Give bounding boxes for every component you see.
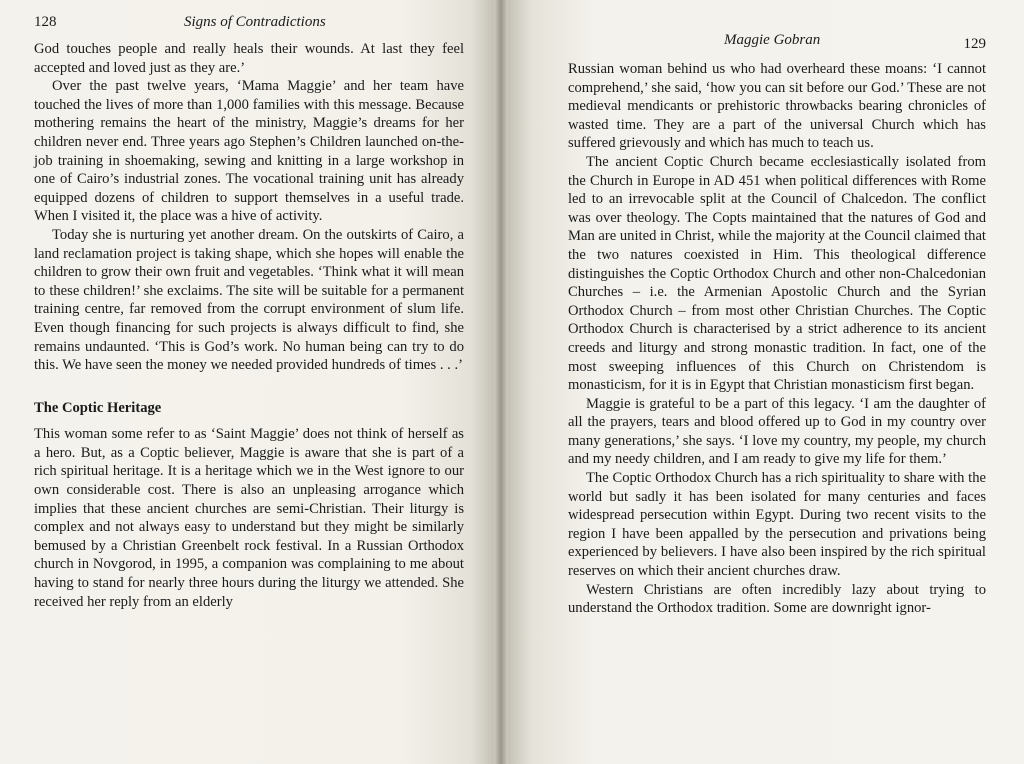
paragraph: Over the past twelve years, ‘Mama Maggie’ and her team have touched the lives of more than 1,000 families with this message. Because mothering remains the heart of the ministry, Maggie’s dreams for her children never end. Three years ago Stephen’s Children launched on-the-job training in shoemaking, sewing and knitting in a large workshop in one of Cairo’s industrial zones. The vocational training unit has already equipped dozens of children to support themselves in a useful trade. When I visited it, the place was a hive of activity.	[34, 78, 464, 225]
paragraph: The ancient Coptic Church became ecclesiastically isolated from the Church in Europe in AD 451 when political differences with Rome led to an irrevocable split at the Council of Chalcedon. The conflict was over theology. The Copts maintained that the natures of God and Man are united in Christ, while the majority at the Council claimed that the two natures coexisted in Him. This theological difference distinguishes the Coptic Orthodox Church and other non-Chalcedonian Churches – i.e. the Armenian Apostolic Church and the Syrian Orthodox Church – from most other Christian Churches. The Coptic Orthodox Church is characterised by a strict adherence to its ancient creeds and liturgy and strong monastic tradition. In fact, one of the most sweeping influences of this Church on Christendom is monasticism, for it is in Egypt that Christian monasticism first began.	[568, 153, 986, 394]
right-page-header	[568, 24, 986, 50]
paragraph: Western Christians are often incredibly lazy about trying to understand the Orthodox tradition. Some are downright ignor-	[568, 581, 986, 617]
page-number: 129	[963, 36, 986, 52]
paragraph: Today she is nurturing yet another dream. On the outskirts of Cairo, a land reclamation project is taking shape, which she hopes will enable the children to grow their own fruit and vegetables. ‘Think what it will mean to these children!’ she exclaims. The site will be suitable for a permanent training centre, far removed from the corrupt environment of slum life. Even though financing for such projects is always difficult to find, she remains undaunted. ‘This is God’s work. No human being can try to do this. We have seen the money we needed provided hundreds of times . . .’	[34, 226, 464, 374]
running-head: Signs of Contradictions	[184, 14, 326, 30]
paragraph: Russian woman behind us who had overheard these moans: ‘I cannot comprehend,’ she said, ‘how you can sit before our God.’ These are not medieval mendicants or prehistoric throwbacks bearing chronicles of wasted time. They are a part of the universal Church which has suffered grievously and which has much to teach us.	[568, 61, 986, 152]
section-heading: The Coptic Heritage	[34, 399, 162, 416]
page-number: 128	[34, 14, 57, 30]
left-page-header	[34, 14, 464, 40]
left-page	[0, 0, 500, 764]
right-page	[500, 0, 1024, 764]
paragraph: The Coptic Orthodox Church has a rich spirituality to share with the world but sadly it has been isolated for many centuries and faces widespread persecution within Egypt. During two recent visits to the region I have been appalled by the persecution and privations being experienced by believers. I have also been inspired by the rich spiritual reserves on which their ancient churches draw.	[568, 470, 986, 580]
right-page-body	[568, 60, 986, 618]
paragraph: This woman some refer to as ‘Saint Maggie’ does not think of herself as a hero. But, as a Coptic believer, Maggie is aware that she is part of a rich spiritual heritage. It is a heritage which we in the West ignore to our own considerable cost. There is also an unpleasing arrogance which implies that these ancient churches are semi-Christian. Their liturgy is complex and not always easy to understand but they might be similarly bemused by a Christian Greenbelt rock festival. In a Russian Orthodox church in Novgorod, in 1995, a companion was complaining to me about having to stand for nearly three hours during the liturgy we attended. She received her reply from an elderly	[34, 426, 464, 610]
left-page-body	[34, 40, 464, 611]
book-gutter	[494, 0, 508, 764]
paragraph: Maggie is grateful to be a part of this legacy. ‘I am the daughter of all the prayers, tears and blood offered up to God in my country over many generations,’ she says. ‘I love my country, my people, my church and my needy children, and I am ready to give my life for them.’	[568, 395, 986, 468]
paragraph: God touches people and really heals their wounds. At last they feel accepted and loved just as they are.’	[34, 41, 464, 76]
running-head: Maggie Gobran	[724, 32, 821, 48]
